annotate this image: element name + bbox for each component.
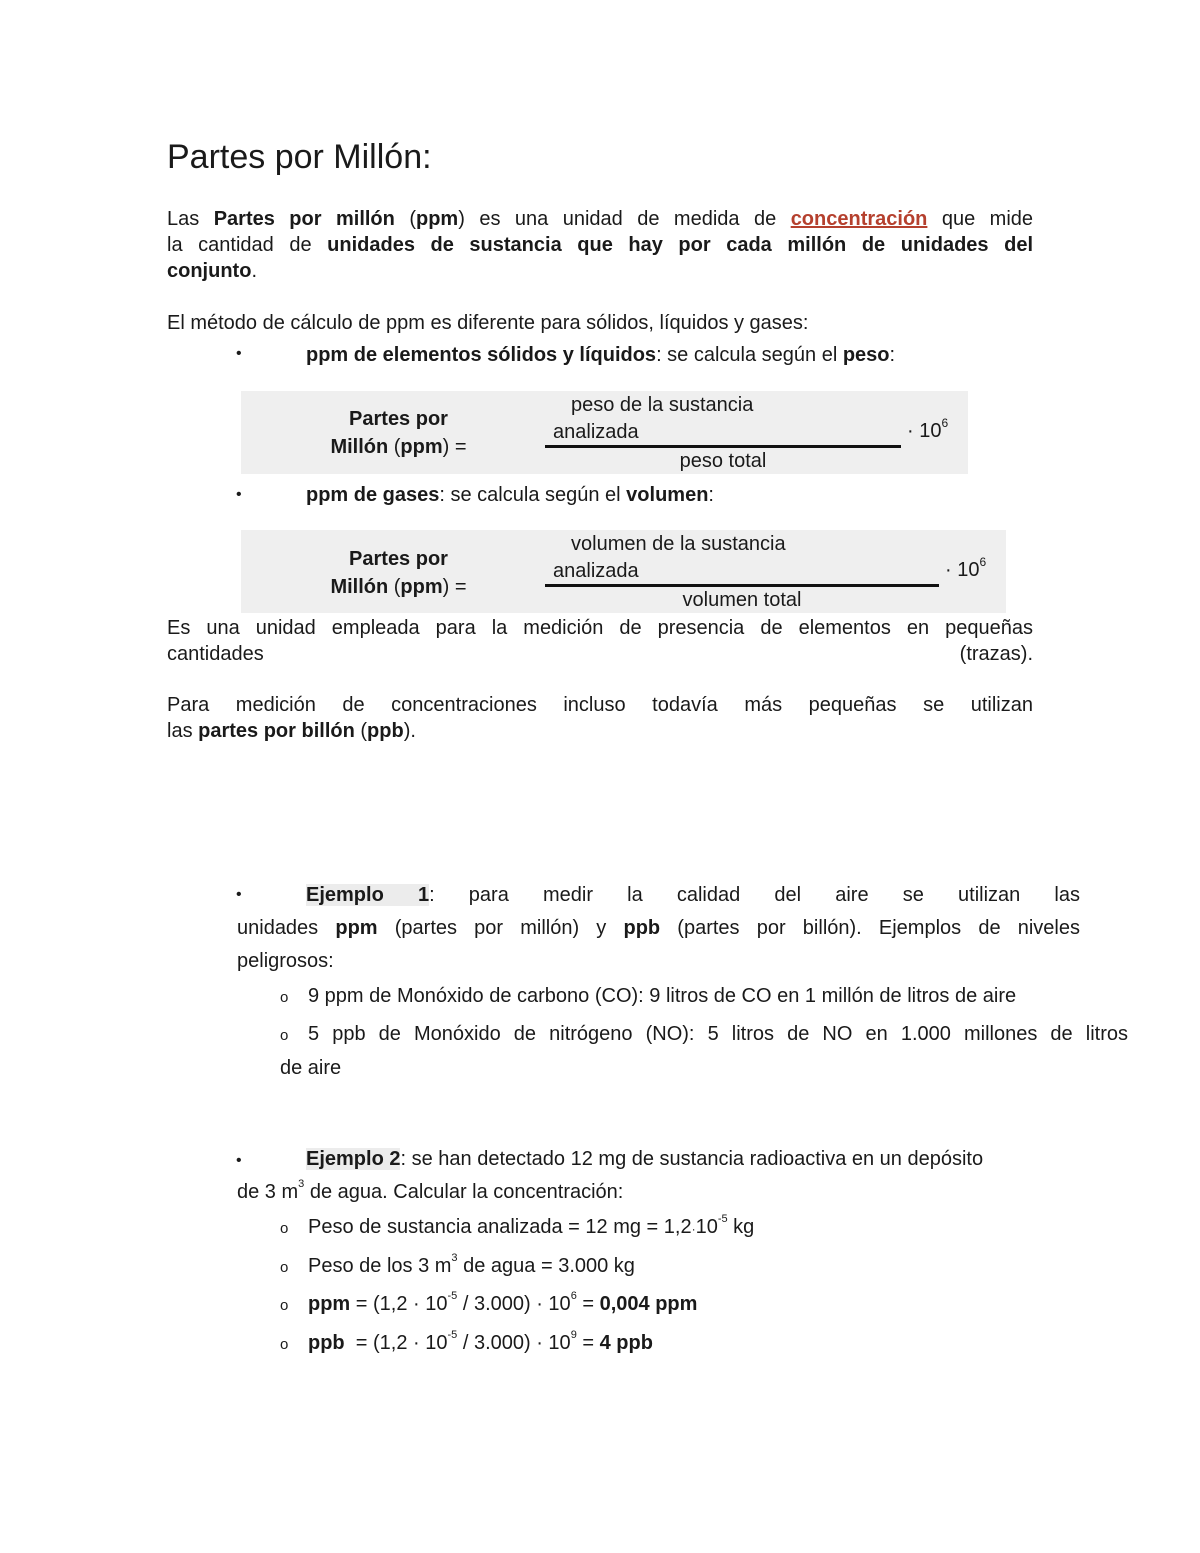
example-2-line-2 <box>237 1178 624 1204</box>
formula-label-text: ( <box>388 576 401 598</box>
example-text: / 3.000) · 10 <box>457 1332 571 1354</box>
formula-label-text: ( <box>388 436 401 458</box>
formula-multiplier <box>945 555 987 582</box>
superscript: -5 <box>447 1329 458 1341</box>
solids-bullet-text <box>306 342 895 368</box>
gases-bold: ppm de gases <box>306 484 440 506</box>
intro-text: Las <box>167 208 214 230</box>
formula-label-bold: Millón <box>330 576 389 598</box>
superscript: 3 <box>298 1178 305 1190</box>
example-text: = <box>576 1293 600 1315</box>
example-2-sub-3 <box>308 1290 698 1316</box>
usage-text: (trazas). <box>959 643 1033 665</box>
ppb-text: ( <box>354 720 368 742</box>
gases-text: : <box>708 484 714 506</box>
ppb-paragraph <box>167 692 1033 744</box>
usage-paragraph <box>167 615 1033 667</box>
sub-bullet-icon: o <box>280 1259 289 1276</box>
example-2-sub-1 <box>308 1213 755 1239</box>
intro-bold: ppm <box>416 208 459 230</box>
bullet-icon: • <box>236 486 242 503</box>
page-title: Partes por Millón: <box>167 138 432 176</box>
intro-text: . <box>251 260 257 282</box>
example-text: de agua = 3.000 kg <box>457 1255 635 1277</box>
ppb-line-1: Para medición de concentraciones incluso todavía más pequeñas se utilizan <box>167 694 1033 716</box>
numerator-line: peso de la sustancia <box>571 394 754 416</box>
intro-line-2 <box>167 232 1033 258</box>
intro-bold: conjunto <box>167 260 252 282</box>
example-text: = (1,2 · 10 <box>344 1332 448 1354</box>
ppb-line-2 <box>167 718 1033 744</box>
multiplier-text: · 10 <box>945 559 980 581</box>
ppb-bold: partes por billón <box>198 720 355 742</box>
multiplier-text: · 10 <box>907 420 942 442</box>
example-text: unidades <box>237 917 336 939</box>
exponent: 6 <box>941 416 949 430</box>
example-label: Ejemplo 1 <box>306 884 430 906</box>
example-text: (partes por billón). Ejemplos de niveles <box>660 917 1080 939</box>
ppb-text: las <box>167 720 199 742</box>
example-text: : se han detectado 12 mg de sustancia radioactiva en un depósito <box>400 1148 984 1170</box>
gases-bold: volumen <box>626 484 709 506</box>
example-text: = <box>576 1332 600 1354</box>
formula-label-line: Partes por <box>349 408 448 430</box>
example-2-line-1 <box>306 1148 983 1171</box>
formula-numerator <box>553 531 786 585</box>
example-bold: 0,004 ppm <box>599 1293 698 1315</box>
gases-text: : se calcula según el <box>439 484 627 506</box>
example-1 <box>237 879 1080 978</box>
example-bold: ppb <box>308 1332 345 1354</box>
formula-label-bold: Millón <box>330 436 389 458</box>
example-bold: ppb <box>623 917 661 939</box>
intro-text: que mide <box>927 208 1034 230</box>
gases-bullet-text <box>306 482 714 508</box>
solids-text: : <box>889 344 896 366</box>
example-1-line-3: peligrosos: <box>237 950 334 972</box>
formula-label-line: Partes por <box>349 548 448 570</box>
example-bold: ppm <box>308 1293 351 1315</box>
intro-paragraph <box>167 206 1033 284</box>
formula-denominator: volumen total <box>682 589 802 611</box>
formula-label <box>281 405 516 461</box>
intro-text: la cantidad de <box>167 234 328 256</box>
example-label: Ejemplo 2 <box>306 1148 401 1170</box>
example-text: = (1,2 · 10 <box>350 1293 448 1315</box>
example-text: Peso de los 3 m <box>308 1255 452 1277</box>
example-text: / 3.000) · 10 <box>457 1293 571 1315</box>
solids-text: : se calcula según el <box>656 344 843 366</box>
intro-bold: Partes por millón <box>213 208 395 230</box>
sub-bullet-icon: o <box>280 1336 289 1353</box>
example-1-sub-1: 9 ppm de Monóxido de carbono (CO): 9 litros de CO en 1 millón de litros de aire <box>308 985 1017 1007</box>
numerator-line: analizada <box>553 421 639 443</box>
intro-text: ( <box>394 208 416 230</box>
example-1-sub-2-line-1: 5 ppb de Monóxido de nitrógeno (NO): 5 litros de NO en 1.000 millones de litros <box>308 1023 1128 1045</box>
example-bold: ppm <box>335 917 378 939</box>
example-text: : para medir la calidad del aire se utilizan las <box>429 884 1080 906</box>
formula-label-bold: ppm <box>400 576 443 598</box>
concentracion-link[interactable]: concentración <box>790 208 928 230</box>
superscript: 3 <box>451 1252 458 1264</box>
ppb-bold: ppb <box>367 720 404 742</box>
superscript: -5 <box>717 1213 728 1225</box>
solids-bold: ppm de elementos sólidos y líquidos <box>306 344 657 366</box>
sub-bullet-icon: o <box>280 1297 289 1314</box>
solids-bold: peso <box>842 344 890 366</box>
method-text: El método de cálculo de ppm es diferente para sólidos, líquidos y gases: <box>167 312 809 334</box>
usage-line-2 <box>167 641 1033 667</box>
exponent: 6 <box>979 555 987 569</box>
numerator-line: volumen de la sustancia <box>571 533 786 555</box>
example-text: de agua. Calcular la concentración: <box>304 1181 624 1203</box>
intro-line-3 <box>167 258 1033 284</box>
ppb-text: ). <box>403 720 416 742</box>
intro-line-1 <box>167 206 1033 232</box>
example-bold: 4 ppb <box>599 1332 653 1354</box>
bullet-icon: • <box>236 1152 242 1169</box>
numerator-line: analizada <box>553 560 639 582</box>
superscript: 9 <box>570 1329 577 1341</box>
fraction-bar <box>545 445 901 448</box>
example-2-sub-4 <box>308 1329 653 1355</box>
example-1-line-2 <box>237 912 1080 945</box>
superscript: -5 <box>447 1290 458 1302</box>
intro-text: ) es una unidad de medida de <box>458 208 791 230</box>
sub-bullet-icon: o <box>280 989 289 1006</box>
superscript: 6 <box>570 1290 577 1302</box>
bullet-icon: • <box>236 886 242 903</box>
example-1-sub-2-line-2: de aire <box>280 1057 342 1079</box>
formula-weight <box>241 391 968 474</box>
sub-bullet-icon: o <box>280 1220 289 1237</box>
dot-operator: · <box>691 1222 696 1236</box>
formula-denominator: peso total <box>679 450 767 472</box>
example-text: (partes por millón) y <box>377 917 624 939</box>
formula-multiplier <box>907 416 949 443</box>
formula-numerator <box>553 392 753 446</box>
bullet-icon: • <box>236 345 242 362</box>
formula-label-bold: ppm <box>400 436 443 458</box>
fraction-bar <box>545 584 939 587</box>
formula-label-text: ) = <box>442 436 467 458</box>
example-1-line-1 <box>237 879 1080 912</box>
example-text: Peso de sustancia analizada = 12 mg = 1,2 <box>308 1216 692 1238</box>
example-2-sub-2 <box>308 1252 635 1278</box>
formula-volume <box>241 530 1006 613</box>
usage-line-1: Es una unidad empleada para la medición de presencia de elementos en pequeñas <box>167 617 1033 639</box>
intro-bold: unidades de sustancia que hay por cada millón de unidades del <box>327 234 1034 256</box>
example-text: de 3 m <box>237 1181 299 1203</box>
formula-label <box>281 545 516 601</box>
usage-text: cantidades <box>167 643 264 665</box>
example-text: kg <box>727 1216 755 1238</box>
example-text: 10 <box>695 1216 718 1238</box>
formula-label-text: ) = <box>442 576 467 598</box>
sub-bullet-icon: o <box>280 1027 289 1044</box>
